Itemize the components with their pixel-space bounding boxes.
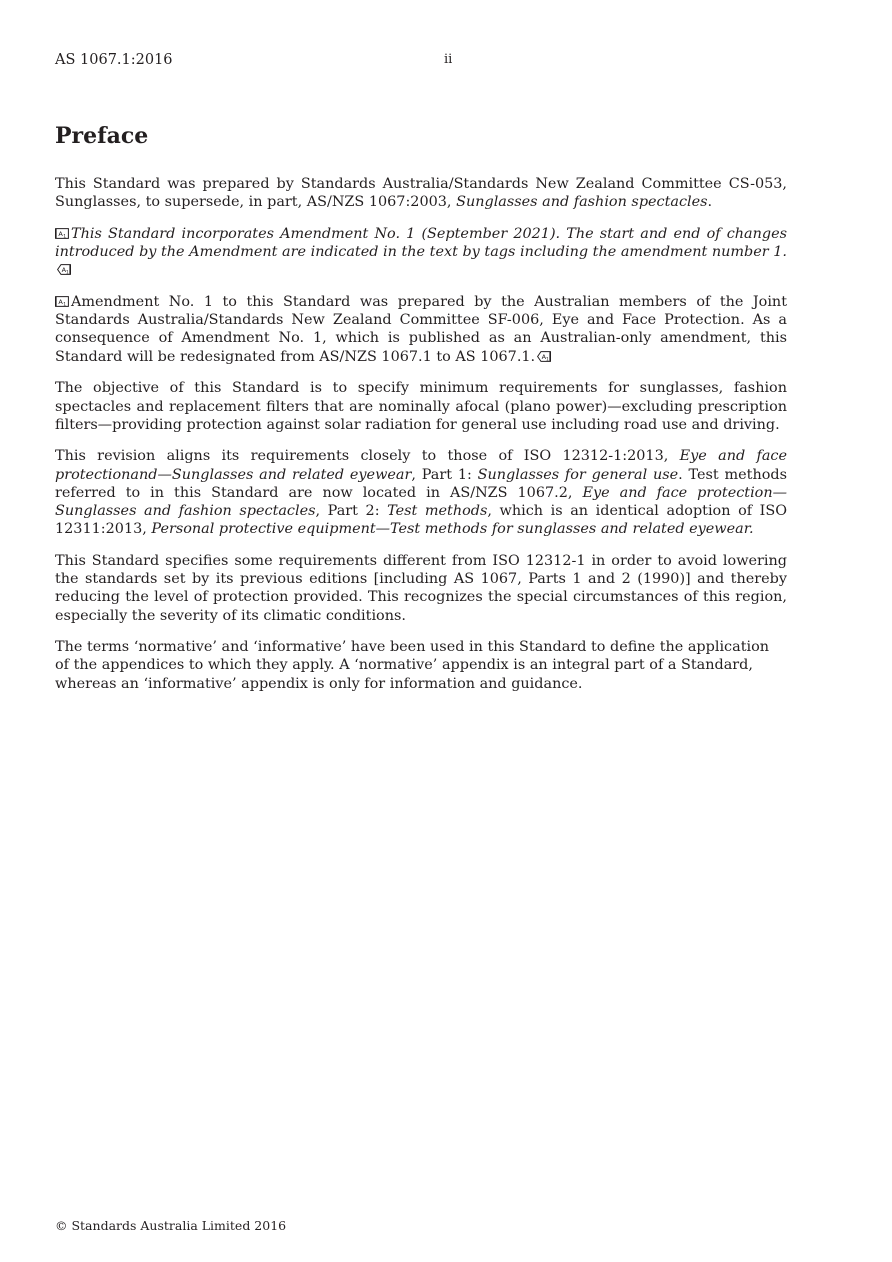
publication-title: Personal protective equipment—Test methods for sunglasses and related eyewear. <box>151 521 754 538</box>
paragraph-revision <box>55 447 787 538</box>
text-run: , which is an identical adoption of ISO 12311:2013, <box>55 503 787 538</box>
amendment-end-tag-icon <box>57 264 71 275</box>
punctuation: . <box>707 194 713 211</box>
text-run: , Part 1: <box>411 466 478 483</box>
document-id: AS 1067.1:2016 <box>55 52 173 68</box>
publication-title: Eye and face protection—Sunglasses and fashion spectacles <box>55 484 787 520</box>
publication-title: Sunglasses and fashion spectacles <box>456 194 708 211</box>
paragraph-amendment-note <box>55 225 787 280</box>
paragraph-committee <box>55 175 787 211</box>
paragraph-text: This Standard was prepared by Standards Australia/Standards New Zealand Committee CS-053, Sunglasses, to supersede, in part, AS/NZS 1067:2003, <box>55 176 787 211</box>
paragraph-text: Amendment No. 1 to this Standard was prepared by the Australian members of the Joint Standards Australia/Standards New Zealand Committee SF-006, Eye and Face Protection. As a consequence of Amendment No. 1, which is published as an Australian-only amendment, this Standard will be redesignated from AS/NZS 1067.1 to AS 1067.1. <box>55 294 787 365</box>
svg-text:1: 1 <box>546 357 549 362</box>
svg-text:A: A <box>61 266 67 275</box>
text-run: . Test methods referred to in this Standard are now located in AS/NZS 1067.2, <box>55 466 787 501</box>
paragraph-objective: The objective of this Standard is to specify minimum requirements for sunglasses, fashion spectacles and replacement filters that are nominally afocal (plano power)—excluding prescription filters—providing protection against solar radiation for general use including road use and driving. <box>55 380 787 433</box>
svg-text:1: 1 <box>66 270 69 276</box>
svg-text:1: 1 <box>63 302 67 308</box>
amendment-note-text: This Standard incorporates Amendment No. 1 (September 2021). The start and end of changes introduced by the Amendment are indicated in the text by tags including the amendment number 1. <box>55 225 787 261</box>
publication-title: Eye and face protectionand—Sunglasses and related eyewear <box>55 448 787 483</box>
amendment-start-tag-icon <box>55 296 69 307</box>
amendment-end-tag-icon <box>537 351 551 362</box>
publication-title: Sunglasses for general use <box>477 466 679 483</box>
preface-body <box>55 175 787 706</box>
paragraph-amendment-committee <box>55 293 787 366</box>
svg-text:A: A <box>58 298 63 307</box>
footer-copyright: © Standards Australia Limited 2016 <box>55 1218 287 1233</box>
paragraph-terms: The terms ‘normative’ and ‘informative’ have been used in this Standard to define the application of the appendices to which they apply. A ‘normative’ appendix is an integral part of a Standard, whereas an ‘informative’ appendix is only for information and guidance. <box>55 639 770 692</box>
page-number: ii <box>444 52 453 67</box>
text-run: This revision aligns its requirements closely to those of ISO 12312-1:2013, <box>55 448 680 465</box>
text-run: , Part 2: <box>315 503 388 520</box>
page-title: Preface <box>55 123 149 149</box>
svg-text:1: 1 <box>63 234 67 239</box>
svg-text:A: A <box>541 352 547 361</box>
amendment-start-tag-icon <box>55 228 69 239</box>
paragraph-requirements: This Standard specifies some requirements different from ISO 12312-1 in order to avoid lowering the standards set by its previous editions [including AS 1067, Parts 1 and 2 (1990)] and thereby reducing the level of protection provided. This recognizes the special circumstances of this region, especially the severity of its climatic conditions. <box>55 552 787 624</box>
svg-text:A: A <box>58 229 63 238</box>
publication-title: Test methods <box>387 503 488 520</box>
